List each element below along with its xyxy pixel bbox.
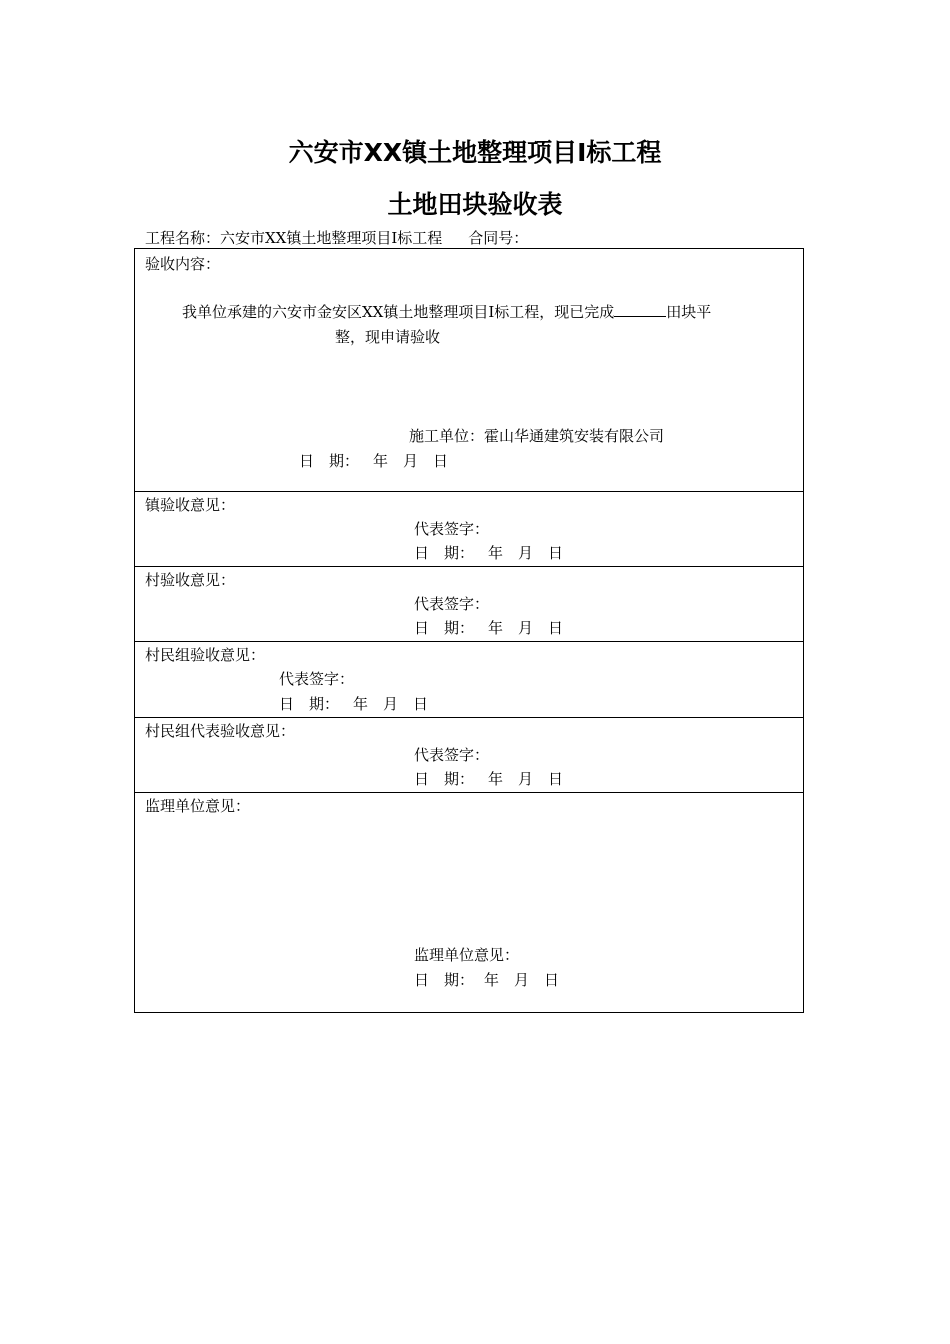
date-ymd: 年 月 日 — [488, 544, 564, 562]
statement-text-part2: 田块平 — [666, 303, 712, 321]
supervisor-opinion-heading: 监理单位意见： — [145, 797, 251, 815]
acceptance-content-heading: 验收内容： — [145, 255, 221, 273]
village-date-line — [414, 619, 563, 637]
supervisor-date-line — [414, 971, 559, 989]
acceptance-statement-line1 — [182, 302, 711, 321]
date-label: 日 期： — [279, 695, 340, 713]
project-info-line — [145, 227, 528, 248]
date-label: 日 期： — [414, 971, 475, 989]
contractor-label: 施工单位：霍山华通建筑安装有限公司 — [409, 427, 665, 445]
villager-group-opinion-heading: 村民组验收意见： — [145, 646, 266, 664]
town-signature-label: 代表签字： — [414, 520, 490, 538]
village-opinion-section — [135, 567, 803, 642]
acceptance-date-line — [299, 452, 448, 470]
statement-text-part1: 我单位承建的六安市金安区XX镇土地整理项目Ⅰ标工程，现已完成 — [182, 303, 615, 321]
town-opinion-section — [135, 492, 803, 567]
village-signature-label: 代表签字： — [414, 595, 490, 613]
villager-rep-opinion-section — [135, 718, 803, 793]
document-subtitle: 土地田块验收表 — [387, 190, 563, 219]
supervisor-signature-label: 监理单位意见： — [414, 946, 520, 964]
date-ymd: 年 月 日 — [373, 452, 449, 470]
villager-rep-signature-label: 代表签字： — [414, 746, 490, 764]
date-ymd: 年 月 日 — [488, 770, 564, 788]
date-ymd: 年 月 日 — [488, 619, 564, 637]
acceptance-statement-line2: 整，现申请验收 — [335, 328, 441, 346]
acceptance-form-table — [134, 248, 804, 1013]
date-ymd: 年 月 日 — [484, 971, 560, 989]
date-label: 日 期： — [414, 544, 475, 562]
villager-rep-opinion-heading: 村民组代表验收意见： — [145, 722, 296, 740]
town-date-line — [414, 544, 563, 562]
project-name-label: 工程名称：六安市XX镇土地整理项目Ⅰ标工程 — [145, 229, 443, 247]
villager-group-date-line — [279, 695, 428, 713]
town-opinion-heading: 镇验收意见： — [145, 496, 236, 514]
date-label: 日 期： — [414, 619, 475, 637]
fill-in-blank-field[interactable] — [614, 302, 666, 317]
contract-number-label: 合同号： — [468, 229, 529, 247]
document-title: 六安市XX镇土地整理项目Ⅰ标工程 — [288, 138, 662, 167]
date-label: 日 期： — [414, 770, 475, 788]
acceptance-content-section — [135, 249, 803, 492]
village-opinion-heading: 村验收意见： — [145, 571, 236, 589]
supervisor-opinion-section — [135, 793, 803, 1014]
villager-rep-date-line — [414, 770, 563, 788]
villager-group-signature-label: 代表签字： — [279, 670, 355, 688]
date-ymd: 年 月 日 — [353, 695, 429, 713]
villager-group-opinion-section — [135, 642, 803, 718]
date-label: 日 期： — [299, 452, 360, 470]
